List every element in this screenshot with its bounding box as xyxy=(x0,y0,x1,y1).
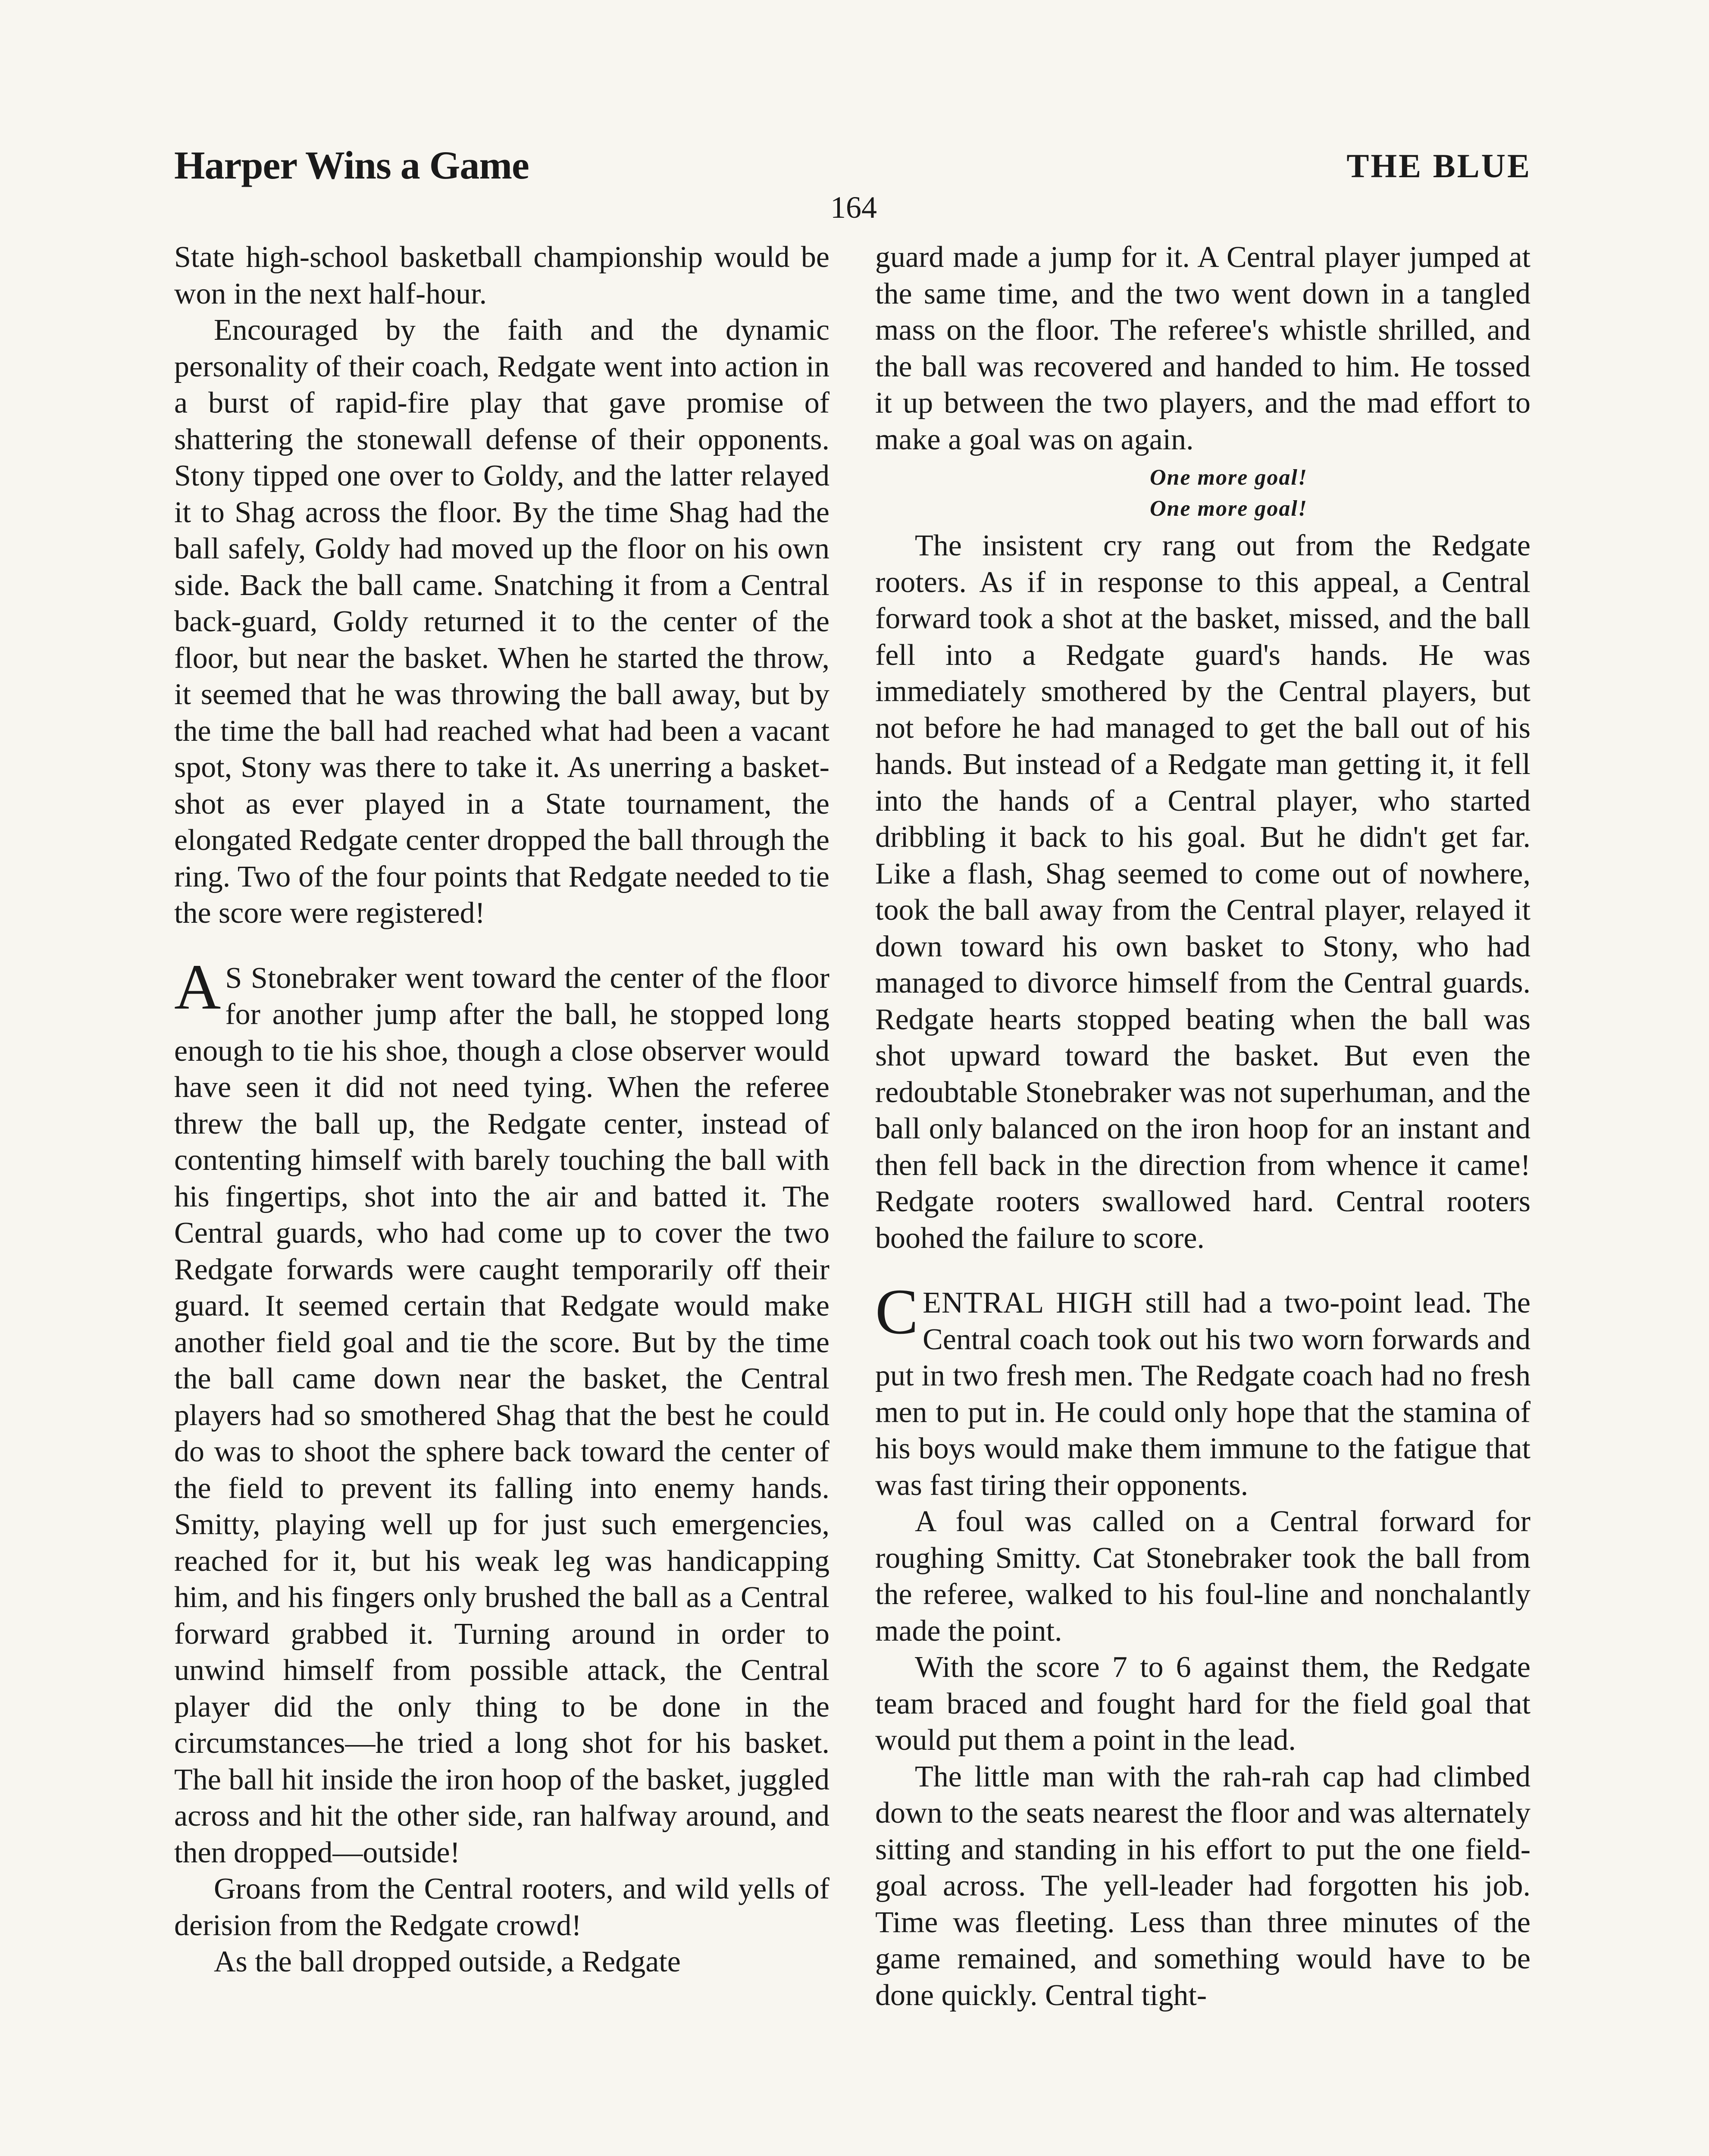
paragraph-text: still had a two-point lead. The Central coach took out his two worn forwards and put in two fresh men. The Redgate coach had no fresh men to put in. He could only hope that the stamina of his boys would make them immune to the fatigue that was fast tiring their opponents. xyxy=(875,1286,1531,1502)
page-number: 164 xyxy=(830,190,877,225)
paragraph: The insistent cry rang out from the Redgate rooters. As if in response to this appeal, a Central forward took a shot at the basket, missed, and the ball fell into a Redgate guard's hands. He was immediately smothered by the Central players, but not before he had managed to get the ball out of his hands. But instead of a Redgate man getting it, it fell into the hands of a Central player, who started dribbling it back to his goal. But he didn't get far. Like a flash, Shag seemed to come out of nowhere, took the ball away from the Central player, relayed it down toward his own basket to Stony, who had managed to divorce himself from the Central guards. Redgate hearts stopped beating when the ball was shot upward toward the basket. But even the redoubtable Stonebraker was not superhuman, and the ball only balanced on the iron hoop for an instant and then fell back in the direction from whence it came! Redgate rooters swallowed hard. Central rooters boohed the failure to score. xyxy=(875,529,1531,1255)
paragraph: guard made a jump for it. A Central player jumped at the same time, and the two went down in a tangled mass on the floor. The referee's whistle shrilled, and the ball was recovered and handed to him. He tossed it up between the two players, and the mad effort to make a goal was on again. xyxy=(875,241,1531,456)
right-column xyxy=(875,239,1531,2014)
paragraph: Groans from the Central rooters, and wild yells of derision from the Redgate crowd! xyxy=(174,1872,829,1942)
paragraph: As the ball dropped outside, a Redgate xyxy=(214,1945,681,1978)
lead-in: ENTRAL HIGH xyxy=(923,1286,1133,1319)
lead-in: S xyxy=(225,961,243,995)
chant-verse xyxy=(875,462,1531,524)
drop-cap: C xyxy=(875,1276,919,1348)
magazine-title: THE BLUE xyxy=(1346,147,1531,185)
left-column xyxy=(174,239,829,1981)
paragraph: The little man with the rah-rah cap had climbed down to the seats nearest the floor and was alternately sitting and standing in his effort to put the one field-goal across. The yell-leader had forgotten his job. Time was fleeting. Less than three minutes of the game remained, and something would have to be done quickly. Central tight- xyxy=(875,1760,1531,2012)
verse-line: One more goal! xyxy=(1150,496,1308,521)
paragraph-text: Stonebraker went toward the center of the floor for another jump after the ball, he stopped long enough to tie his shoe, though a close observer would have seen it did not need tying. When the referee threw the ball up, the Redgate center, instead of contenting himself with barely touching the ball with his fingertips, shot into the air and batted it. The Central guards, who had come up to cover the two Redgate forwards were caught temporarily off their guard. It seemed certain that Redgate would make another field goal and tie the score. But by the time the ball came down near the basket, the Central players had so smothered Shag that the best he could do was to shoot the sphere back toward the center of the field to prevent its falling into enemy hands. Smitty, playing well up for just such emergencies, reached for it, but his weak leg was handicapping him, and his fingers only brushed the ball as a Central forward grabbed it. Turning around in order to unwind himself from possible attack, the Central player did the only thing to be done in the circumstances—he tried a long shot for his basket. The ball hit inside the iron hoop of the basket, juggled across and hit the other side, ran halfway around, and then dropped—outside! xyxy=(174,961,829,1869)
section-paragraph xyxy=(875,1276,1531,1504)
paragraph: With the score 7 to 6 against them, the Redgate team braced and fought hard for the field goal that would put them a point in the lead. xyxy=(875,1651,1531,1757)
paragraph: A foul was called on a Central forward for roughing Smitty. Cat Stonebraker took the ball from the referee, walked to his foul-line and nonchalantly made the point. xyxy=(875,1505,1531,1648)
paragraph: State high-school basketball championship would be won in the next half-hour. xyxy=(174,241,829,310)
drop-cap: A xyxy=(174,951,221,1023)
section-paragraph xyxy=(174,951,829,1871)
paragraph: Encouraged by the faith and the dynamic personality of their coach, Redgate went into action in a burst of rapid-fire play that gave promise of shattering the stonewall defense of their opponents. Stony tipped one over to Goldy, and the latter relayed it to Shag across the floor. By the time Shag had the ball safely, Goldy had moved up the floor on his own side. Back the ball came. Snatching it from a Central back-guard, Goldy returned it to the center of the floor, but near the basket. When he started the throw, it seemed that he was throwing the ball away, but by the time the ball had reached what had been a vacant spot, Stony was there to take it. As unerring a basket-shot as ever played in a State tournament, the elongated Redgate center dropped the ball through the ring. Two of the four points that Redgate needed to tie the score were registered! xyxy=(174,313,829,930)
story-title: Harper Wins a Game xyxy=(174,143,529,187)
verse-line: One more goal! xyxy=(1150,465,1308,490)
